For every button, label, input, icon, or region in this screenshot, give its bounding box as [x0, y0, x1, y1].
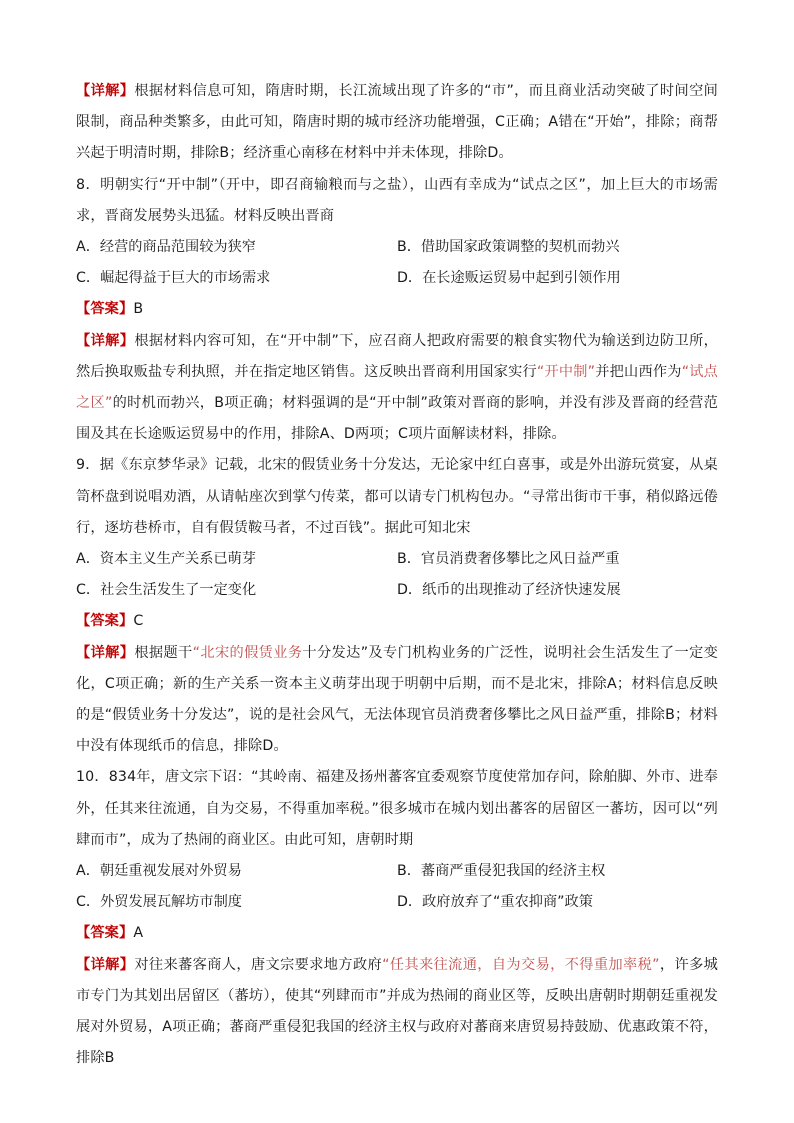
q10-option-b: B．蕃商严重侵犯我国的经济主权 [397, 863, 606, 880]
q10-options-row-1 [76, 856, 718, 887]
q8-stem: 8．明朝实行“开中制”（开中，即召商输粮而与之盐），山西有幸成为“试点之区”，加上巨大的市场需求，晋商发展势头迅猛。材料反映出晋商 [76, 176, 718, 224]
q9-options-row-2 [76, 575, 718, 606]
q8-detail: 【详解】根据材料内容可知，在“开中制”下，应召商人把政府需要的粮食实物代为输送到边防卫所，然后换取贩盐专利执照，并在指定地区销售。这反映出晋商利用国家实行“开中制”并把山西作为“试点之区”的时机而勃兴，B项正确；材料强调的是“开中制”政策对晋商的影响，并没有涉及晋商的经营范围及其在长途贩运贸易中的作用，排除A、D两项；C项片面解读材料，排除。 [76, 332, 718, 443]
q10-option-c: C．外贸发展瓦解坊市制度 [76, 894, 242, 911]
answer-label: 【答案】 [76, 613, 134, 630]
detail-label: 【详解】 [76, 956, 135, 973]
q9-option-c: C．社会生活发生了一定变化 [76, 582, 257, 599]
q10-option-d: D．政府放弃了“重农抑商”政策 [397, 894, 593, 911]
detail-label: 【详解】 [76, 644, 135, 661]
q8-option-a: A．经营的商品范围较为狭窄 [76, 239, 256, 256]
q9-option-a: A．资本主义生产关系已萌芽 [76, 551, 256, 568]
answer-label: 【答案】 [76, 925, 134, 942]
q9-detail: 【详解】根据题干“北宋的假赁业务十分发达”及专门机构业务的广泛性，说明社会生活发生了一定变化，C项正确；新的生产关系一资本主义萌芽出现于明朝中后期，而不是北宋，排除A；材料信息反映的是“假赁业务十分发达”，说的是社会风气，无法体现官员消费奢侈攀比之风日益严重，排除B；材料中没有体现纸币的信息，排除D。 [76, 644, 718, 755]
q9-option-b: B．官员消费奢侈攀比之风日益严重 [397, 551, 620, 568]
q8-option-b: B．借助国家政策调整的契机而勃兴 [397, 239, 620, 256]
q10-options-row-2 [76, 887, 718, 918]
q9-answer: 【答案】C [76, 613, 144, 630]
q8-option-d: D．在长途贩运贸易中起到引领作用 [397, 270, 621, 287]
detail-label: 【详解】 [76, 83, 135, 99]
q8-answer: 【答案】B [76, 301, 144, 318]
q10-stem: 10．834年，唐文宗下诏：“其岭南、福建及扬州蕃客宜委观察节度使常加存问，除舶脚、外市、进奉外，任其来往流通，自为交易，不得重加率税。”很多城市在城内划出蕃客的居留区一蕃坊，因可以“列肆而市”，成为了热闹的商业区。由此可知，唐朝时期 [76, 769, 718, 848]
q8-options-row-1 [76, 232, 718, 263]
prev-detail: 【详解】根据材料信息可知，隋唐时期，长江流域出现了许多的“市”，而且商业活动突破了时间空间限制，商品种类繁多，由此可知，隋唐时期的城市经济功能增强，C正确；A错在“开始”，排除；商帮兴起于明清时期，排除B；经济重心南移在材料中并未体现，排除D。 [76, 83, 718, 162]
q10-detail: 【详解】对往来蕃客商人，唐文宗要求地方政府“任其来往流通，自为交易，不得重加率税”，许多城市专门为其划出居留区（蕃坊），使其“列肆而市”并成为热闹的商业区等，反映出唐朝时期朝廷重视发展对外贸易，A项正确；蕃商严重侵犯我国的经济主权与政府对蕃商来唐贸易持鼓励、优惠政策不符，排除B [76, 956, 718, 1067]
q10-option-a: A．朝廷重视发展对外贸易 [76, 863, 242, 880]
q9-options-row-1 [76, 544, 718, 575]
q8-options-row-2 [76, 263, 718, 294]
page-content [76, 76, 718, 1075]
q9-option-d: D．纸币的出现推动了经济快速发展 [397, 582, 621, 599]
q9-stem: 9．据《东京梦华录》记载，北宋的假赁业务十分发达，无论家中红白喜事，或是外出游玩赏宴，从桌笥杯盘到说唱劝酒，从请帖座次到掌勺传菜，都可以请专门机构包办。“寻常出街市干事，稍似路远倦行，逐坊巷桥市，自有假赁鞍马者，不过百钱”。据此可知北宋 [76, 457, 718, 536]
detail-label: 【详解】 [76, 332, 135, 349]
q10-answer: 【答案】A [76, 925, 144, 942]
answer-label: 【答案】 [76, 301, 134, 318]
q8-option-c: C．崛起得益于巨大的市场需求 [76, 270, 271, 287]
